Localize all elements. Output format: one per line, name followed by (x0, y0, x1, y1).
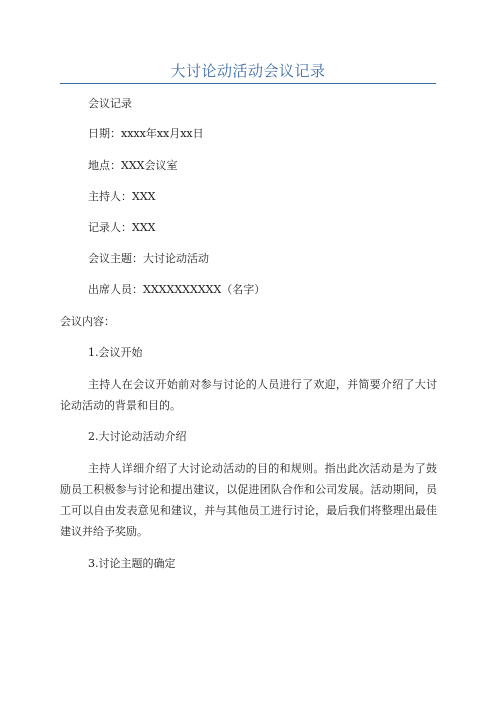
section-heading: 2.大讨论动活动介绍 (88, 430, 187, 443)
document-title: 大讨论动活动会议记录 (170, 62, 326, 80)
meeting-topic: 会议主题：大讨论动活动 (88, 252, 209, 265)
meeting-host: 主持人：XXX (88, 190, 156, 203)
meeting-attendees: 出席人员：XXXXXXXXXX（名字） (88, 283, 266, 296)
section-body: 主持人在会议开始前对参与讨论的人员进行了欢迎，并简要介绍了大讨论动活动的背景和目的。 (60, 378, 437, 412)
meeting-location: 地点：XXX会议室 (88, 159, 178, 172)
content-label: 会议内容： (60, 315, 115, 328)
section-heading: 1.会议开始 (88, 346, 143, 359)
meeting-date: 日期：xxxx年xx月xx日 (88, 127, 204, 140)
section-body: 主持人详细介绍了大讨论动活动的目的和规则。指出此次活动是为了鼓励员工积极参与讨论和提出建议，以促进团队合作和公司发展。活动期间，员工可以自由发表意见和建议，并与其他员工进行讨论，最后我们将整理出最佳建议并给予奖励。 (60, 462, 437, 538)
section-heading: 3.讨论主题的确定 (88, 557, 176, 570)
title-underline (60, 83, 436, 84)
meeting-record-label: 会议记录 (88, 97, 132, 110)
meeting-recorder: 记录人：XXX (88, 221, 156, 234)
